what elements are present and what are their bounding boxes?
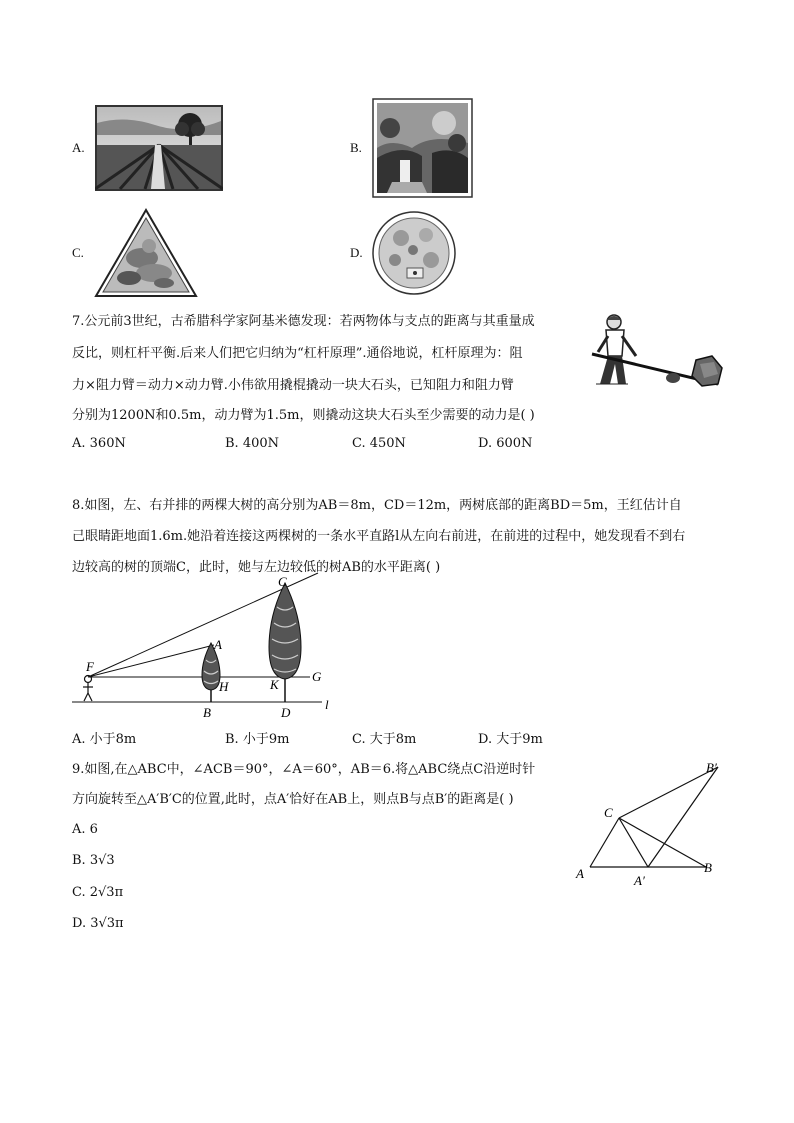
q8-option-c[interactable]: C. 大于8m <box>352 732 417 747</box>
q9-text-line-1: 9.如图,在△ABC中，∠ACB＝90°，∠A＝60°，AB＝6.将△ABC绕点C沿逆时针 <box>72 762 536 777</box>
label-h: H <box>219 679 229 694</box>
label-d: D <box>281 705 291 720</box>
q7-option-c[interactable]: C. 450N <box>352 436 406 451</box>
label-f: F <box>86 659 94 674</box>
q7-text-line-4: 分别为1200N和0.5m，动力臂为1.5m，则撬动这块大石头至少需要的动力是( ) <box>72 408 535 423</box>
q9-option-a[interactable]: A. 6 <box>72 822 98 837</box>
q9-text-line-2: 方向旋转至△A′B′C的位置,此时，点A′恰好在AB上，则点B与点B′的距离是( ) <box>72 792 514 807</box>
q8-text-line-3: 边较高的树的顶端C，此时，她与左边较低的树AB的水平距离( ) <box>72 560 441 575</box>
q8-text-line-1: 8.如图，左、右并排的两棵大树的高分别为AB＝8m，CD＝12m，两树底部的距离BD＝5m，王红估计自 <box>72 498 682 513</box>
q9-option-d[interactable]: D. 3√3π <box>72 916 124 931</box>
q9-rotation-triangle-figure <box>572 758 732 892</box>
q6-option-c-label: C. <box>72 245 84 260</box>
q6-option-b-label: B. <box>350 140 362 155</box>
person-using-lever-icon <box>578 312 724 398</box>
q7-option-a[interactable]: A. 360N <box>72 436 126 451</box>
label-c: C <box>604 805 613 820</box>
q8-option-a[interactable]: A. 小于8m <box>72 732 137 747</box>
q9-option-b[interactable]: B. 3√3 <box>72 853 115 868</box>
label-c: C <box>278 574 287 589</box>
label-a-prime: A′ <box>634 873 645 888</box>
label-a: A <box>214 637 222 652</box>
q6-option-a-image <box>95 105 223 195</box>
q6-option-b-image <box>372 98 473 202</box>
label-b: B <box>704 860 712 875</box>
q8-option-b[interactable]: B. 小于9m <box>225 732 290 747</box>
label-a: A <box>576 866 584 881</box>
q8-text-line-2: 己眼睛距地面1.6m.她沿着连接这两棵树的一条水平直路l从左向右前进，在前进的过程中，她发现看不到右 <box>72 529 686 544</box>
q8-option-d[interactable]: D. 大于9m <box>478 732 543 747</box>
q6-option-a-label: A. <box>72 140 85 155</box>
q6-option-d-image <box>371 210 457 300</box>
q7-option-d[interactable]: D. 600N <box>478 436 533 451</box>
label-l: l <box>325 697 329 712</box>
q7-text-line-3: 力×阻力臂＝动力×动力臂.小伟欲用撬棍撬动一块大石头，已知阻力和阻力臂 <box>72 378 514 393</box>
q6-option-d-label: D. <box>350 245 363 260</box>
label-g: G <box>312 669 322 684</box>
q7-text-line-1: 7.公元前3世纪，古希腊科学家阿基米德发现：若两物体与支点的距离与其重量成 <box>72 314 535 329</box>
label-b-prime: B′ <box>706 760 717 775</box>
label-k: K <box>270 677 279 692</box>
q8-tree-sightline-figure <box>72 565 342 724</box>
q7-text-line-2: 反比，则杠杆平衡.后来人们把它归纳为“杠杆原理”.通俗地说，杠杆原理为：阻 <box>72 346 523 361</box>
label-b: B <box>203 705 211 720</box>
q9-option-c[interactable]: C. 2√3π <box>72 885 124 900</box>
q7-option-b[interactable]: B. 400N <box>225 436 280 451</box>
q6-option-c-image <box>94 208 198 302</box>
